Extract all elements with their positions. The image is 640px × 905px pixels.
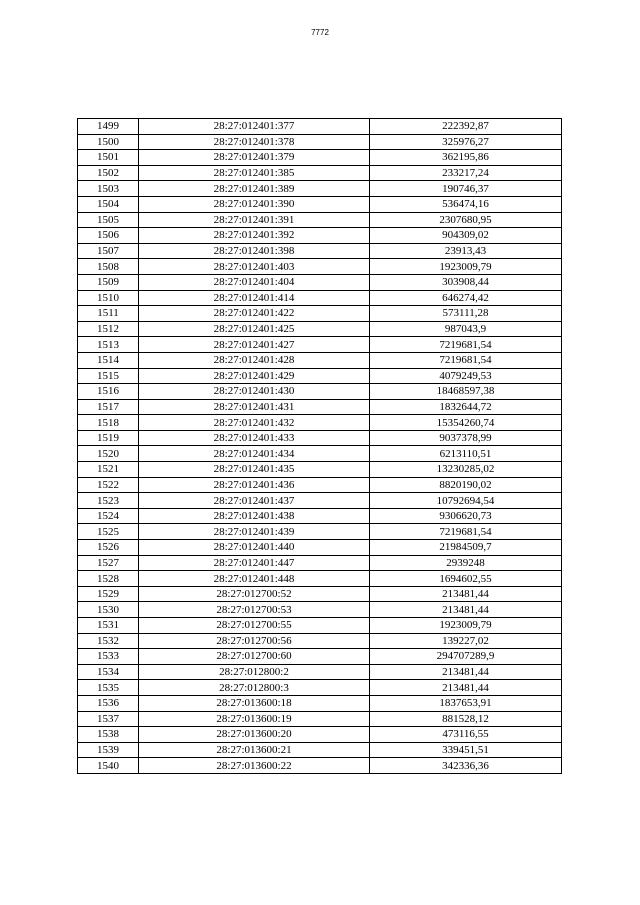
- row-number-cell: 1509: [78, 274, 139, 290]
- cadastral-number-cell: 28:27:012401:385: [139, 165, 370, 181]
- cadastral-value-cell: 21984509,7: [370, 540, 562, 556]
- table-row: [78, 321, 562, 337]
- cadastral-value-cell: 473116,55: [370, 727, 562, 743]
- row-number-cell: 1517: [78, 399, 139, 415]
- cadastral-value-cell: 13230285,02: [370, 462, 562, 478]
- cadastral-value-cell: 362195,86: [370, 150, 562, 166]
- row-number-cell: 1538: [78, 727, 139, 743]
- cadastral-number-cell: 28:27:012401:422: [139, 306, 370, 322]
- table-row: [78, 352, 562, 368]
- cadastral-number-cell: 28:27:012700:52: [139, 586, 370, 602]
- cadastral-number-cell: 28:27:012700:53: [139, 602, 370, 618]
- cadastral-value-cell: 987043,9: [370, 321, 562, 337]
- table-row: [78, 555, 562, 571]
- cadastral-value-cell: 342336,36: [370, 758, 562, 774]
- table-row: [78, 181, 562, 197]
- table-row: [78, 430, 562, 446]
- cadastral-number-cell: 28:27:012401:391: [139, 212, 370, 228]
- cadastral-value-cell: 233217,24: [370, 165, 562, 181]
- cadastral-number-cell: 28:27:012700:55: [139, 618, 370, 634]
- cadastral-number-cell: 28:27:013600:22: [139, 758, 370, 774]
- cadastral-value-cell: 4079249,53: [370, 368, 562, 384]
- row-number-cell: 1524: [78, 508, 139, 524]
- cadastral-number-cell: 28:27:012401:436: [139, 477, 370, 493]
- cadastral-number-cell: 28:27:012401:425: [139, 321, 370, 337]
- row-number-cell: 1539: [78, 742, 139, 758]
- table-row: [78, 680, 562, 696]
- cadastral-number-cell: 28:27:012401:439: [139, 524, 370, 540]
- cadastral-number-cell: 28:27:012401:438: [139, 508, 370, 524]
- row-number-cell: 1512: [78, 321, 139, 337]
- cadastral-number-cell: 28:27:012401:429: [139, 368, 370, 384]
- table-row: [78, 243, 562, 259]
- cadastral-number-cell: 28:27:012401:448: [139, 571, 370, 587]
- table-row: [78, 384, 562, 400]
- row-number-cell: 1518: [78, 415, 139, 431]
- table-row: [78, 586, 562, 602]
- cadastral-number-cell: 28:27:012401:379: [139, 150, 370, 166]
- row-number-cell: 1522: [78, 477, 139, 493]
- cadastral-value-cell: 222392,87: [370, 119, 562, 135]
- table-row: [78, 462, 562, 478]
- cadastral-number-cell: 28:27:012401:434: [139, 446, 370, 462]
- table-row: [78, 742, 562, 758]
- table-row: [78, 524, 562, 540]
- row-number-cell: 1500: [78, 134, 139, 150]
- row-number-cell: 1523: [78, 493, 139, 509]
- cadastral-value-cell: 1923009,79: [370, 259, 562, 275]
- row-number-cell: 1525: [78, 524, 139, 540]
- row-number-cell: 1533: [78, 649, 139, 665]
- row-number-cell: 1537: [78, 711, 139, 727]
- table-row: [78, 119, 562, 135]
- row-number-cell: 1531: [78, 618, 139, 634]
- table-row: [78, 196, 562, 212]
- cadastral-value-cell: 23913,43: [370, 243, 562, 259]
- cadastral-value-cell: 536474,16: [370, 196, 562, 212]
- cadastral-value-cell: 213481,44: [370, 680, 562, 696]
- cadastral-value-cell: 7219681,54: [370, 337, 562, 353]
- row-number-cell: 1535: [78, 680, 139, 696]
- cadastral-number-cell: 28:27:012401:427: [139, 337, 370, 353]
- table-row: [78, 664, 562, 680]
- cadastral-value-cell: 294707289,9: [370, 649, 562, 665]
- row-number-cell: 1530: [78, 602, 139, 618]
- row-number-cell: 1511: [78, 306, 139, 322]
- row-number-cell: 1532: [78, 633, 139, 649]
- cadastral-number-cell: 28:27:013600:20: [139, 727, 370, 743]
- page-number: 7772: [311, 28, 329, 37]
- cadastral-number-cell: 28:27:012401:431: [139, 399, 370, 415]
- cadastral-number-cell: 28:27:012401:404: [139, 274, 370, 290]
- table-row: [78, 134, 562, 150]
- cadastral-value-cell: 904309,02: [370, 228, 562, 244]
- row-number-cell: 1502: [78, 165, 139, 181]
- cadastral-value-cell: 1923009,79: [370, 618, 562, 634]
- cadastral-number-cell: 28:27:012401:435: [139, 462, 370, 478]
- row-number-cell: 1527: [78, 555, 139, 571]
- cadastral-number-cell: 28:27:012800:3: [139, 680, 370, 696]
- cadastral-value-cell: 10792694,54: [370, 493, 562, 509]
- row-number-cell: 1520: [78, 446, 139, 462]
- cadastral-number-cell: 28:27:012401:398: [139, 243, 370, 259]
- cadastral-value-cell: 8820190,02: [370, 477, 562, 493]
- cadastral-number-cell: 28:27:012401:378: [139, 134, 370, 150]
- cadastral-value-cell: 15354260,74: [370, 415, 562, 431]
- row-number-cell: 1528: [78, 571, 139, 587]
- cadastral-number-cell: 28:27:013600:19: [139, 711, 370, 727]
- cadastral-value-cell: 18468597,38: [370, 384, 562, 400]
- table-row: [78, 758, 562, 774]
- table-row: [78, 150, 562, 166]
- cadastral-number-cell: 28:27:012401:389: [139, 181, 370, 197]
- table-row: [78, 228, 562, 244]
- row-number-cell: 1521: [78, 462, 139, 478]
- row-number-cell: 1507: [78, 243, 139, 259]
- table-row: [78, 508, 562, 524]
- table-row: [78, 306, 562, 322]
- cadastral-value-cell: 1837653,91: [370, 695, 562, 711]
- table-row: [78, 711, 562, 727]
- row-number-cell: 1516: [78, 384, 139, 400]
- row-number-cell: 1505: [78, 212, 139, 228]
- cadastral-value-cell: 9306620,73: [370, 508, 562, 524]
- row-number-cell: 1501: [78, 150, 139, 166]
- cadastral-value-cell: 213481,44: [370, 602, 562, 618]
- row-number-cell: 1536: [78, 695, 139, 711]
- table-row: [78, 274, 562, 290]
- cadastral-number-cell: 28:27:012401:432: [139, 415, 370, 431]
- cadastral-number-cell: 28:27:012700:60: [139, 649, 370, 665]
- row-number-cell: 1534: [78, 664, 139, 680]
- table-row: [78, 477, 562, 493]
- cadastral-number-cell: 28:27:012401:433: [139, 430, 370, 446]
- cadastral-number-cell: 28:27:012401:390: [139, 196, 370, 212]
- row-number-cell: 1513: [78, 337, 139, 353]
- table-row: [78, 602, 562, 618]
- table-row: [78, 727, 562, 743]
- row-number-cell: 1540: [78, 758, 139, 774]
- cadastral-number-cell: 28:27:012401:430: [139, 384, 370, 400]
- cadastral-value-cell: 881528,12: [370, 711, 562, 727]
- cadastral-number-cell: 28:27:012700:56: [139, 633, 370, 649]
- cadastral-value-cell: 213481,44: [370, 586, 562, 602]
- cadastral-value-cell: 1832644,72: [370, 399, 562, 415]
- cadastral-number-cell: 28:27:012401:414: [139, 290, 370, 306]
- table-row: [78, 165, 562, 181]
- row-number-cell: 1526: [78, 540, 139, 556]
- cadastral-value-cell: 339451,51: [370, 742, 562, 758]
- cadastral-value-cell: 139227,02: [370, 633, 562, 649]
- table-row: [78, 493, 562, 509]
- cadastral-value-cell: 325976,27: [370, 134, 562, 150]
- cadastral-value-cell: 573111,28: [370, 306, 562, 322]
- row-number-cell: 1515: [78, 368, 139, 384]
- row-number-cell: 1499: [78, 119, 139, 135]
- cadastral-number-cell: 28:27:013600:21: [139, 742, 370, 758]
- row-number-cell: 1529: [78, 586, 139, 602]
- table-row: [78, 290, 562, 306]
- cadastral-value-cell: 1694602,55: [370, 571, 562, 587]
- table-row: [78, 415, 562, 431]
- row-number-cell: 1514: [78, 352, 139, 368]
- cadastral-number-cell: 28:27:012401:437: [139, 493, 370, 509]
- cadastral-value-cell: 2307680,95: [370, 212, 562, 228]
- table-row: [78, 259, 562, 275]
- cadastral-value-cell: 6213110,51: [370, 446, 562, 462]
- row-number-cell: 1508: [78, 259, 139, 275]
- table-row: [78, 212, 562, 228]
- table-row: [78, 618, 562, 634]
- cadastral-number-cell: 28:27:012401:447: [139, 555, 370, 571]
- table-row: [78, 633, 562, 649]
- cadastral-number-cell: 28:27:012401:377: [139, 119, 370, 135]
- cadastral-value-cell: 190746,37: [370, 181, 562, 197]
- cadastral-value-cell: 646274,42: [370, 290, 562, 306]
- table-row: [78, 399, 562, 415]
- table-body: [78, 119, 562, 774]
- table-row: [78, 571, 562, 587]
- table-row: [78, 649, 562, 665]
- table-row: [78, 446, 562, 462]
- row-number-cell: 1510: [78, 290, 139, 306]
- table-row: [78, 337, 562, 353]
- cadastral-number-cell: 28:27:013600:18: [139, 695, 370, 711]
- row-number-cell: 1506: [78, 228, 139, 244]
- row-number-cell: 1504: [78, 196, 139, 212]
- cadastral-value-cell: 9037378,99: [370, 430, 562, 446]
- cadastral-value-cell: 303908,44: [370, 274, 562, 290]
- cadastral-number-cell: 28:27:012401:403: [139, 259, 370, 275]
- table-row: [78, 540, 562, 556]
- cadastral-number-cell: 28:27:012401:440: [139, 540, 370, 556]
- cadastral-value-cell: 7219681,54: [370, 352, 562, 368]
- table-row: [78, 368, 562, 384]
- table-row: [78, 695, 562, 711]
- cadastral-value-table: [77, 118, 562, 774]
- row-number-cell: 1503: [78, 181, 139, 197]
- cadastral-number-cell: 28:27:012401:428: [139, 352, 370, 368]
- cadastral-value-cell: 2939248: [370, 555, 562, 571]
- cadastral-number-cell: 28:27:012800:2: [139, 664, 370, 680]
- row-number-cell: 1519: [78, 430, 139, 446]
- cadastral-value-cell: 7219681,54: [370, 524, 562, 540]
- cadastral-number-cell: 28:27:012401:392: [139, 228, 370, 244]
- cadastral-value-cell: 213481,44: [370, 664, 562, 680]
